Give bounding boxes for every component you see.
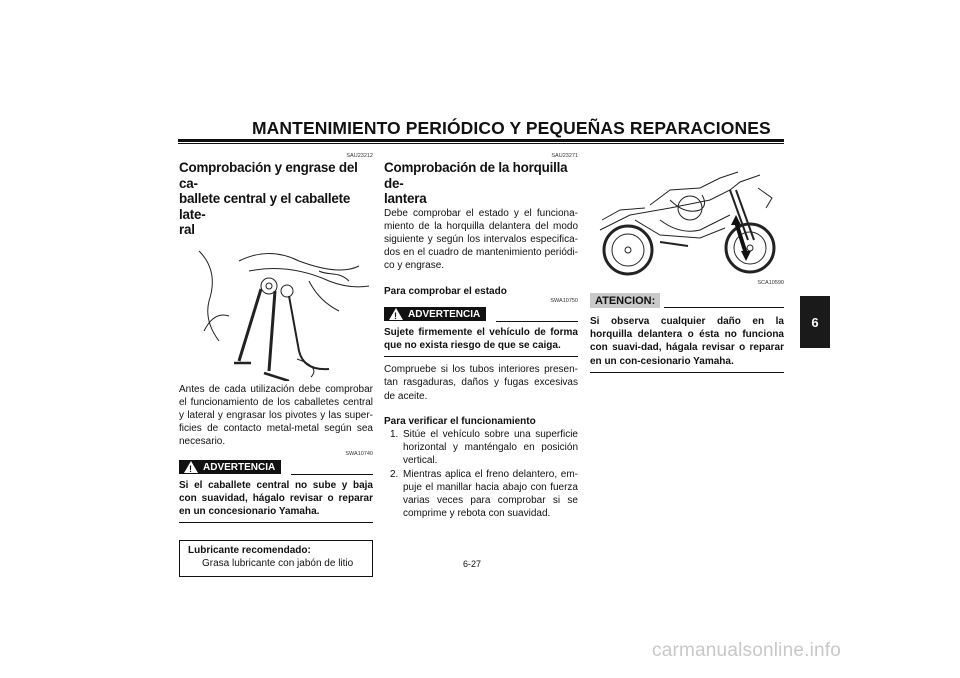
header-rule — [178, 139, 784, 142]
caution-text: Si observa cualquier daño en la horquilla delantera o ésta no funciona con suavi-dad, hágala revisar o reparar en un con-cesionario Yamaha. — [590, 316, 784, 367]
header-rule-thin — [178, 143, 784, 144]
warning-label: ! ADVERTENCIA — [179, 460, 281, 474]
warning-label: ! ADVERTENCIA — [384, 307, 486, 321]
warning-header — [384, 305, 578, 323]
warning-header — [179, 458, 373, 476]
warning-triangle-icon — [184, 461, 198, 473]
section-body-2: Compruebe si los tubos interiores presen-tan rasgaduras, daños y fugas excesivas de aceite. — [384, 364, 578, 402]
section-code: SAU23212 — [346, 153, 373, 159]
motorcycle-image — [590, 160, 784, 280]
watermark: carmanualsonline.info — [652, 640, 842, 661]
subheading-operation: Para verificar el funcionamiento — [384, 415, 536, 427]
section-code: SAU23271 — [551, 153, 578, 159]
warning-rule — [291, 474, 373, 475]
subheading-condition: Para comprobar el estado — [384, 285, 507, 297]
list-item: 2. Mientras aplica el freno delantero, em-puje el manillar hacia abajo con fuerza varias veces para comprobar si se comprime y rebota con suavidad. — [390, 468, 578, 520]
page-number: 6-27 — [463, 559, 482, 569]
section-body: Antes de cada utilización debe comprobar el funcionamiento de los caballetes central y lateral y engrasar los pivotes y las super-ficies de contacto metal-metal según sea necesario. — [179, 383, 373, 448]
list-item: 1. Sitúe el vehículo sobre una superficie horizontal y manténgalo en posición vertical. — [390, 428, 578, 467]
page-header-title: MANTENIMIENTO PERIÓDICO Y PEQUEÑAS REPARACIONES — [252, 118, 771, 138]
left-column — [179, 153, 373, 577]
section-heading: Comprobación de la horquilla de- lantera — [384, 160, 568, 206]
warning-triangle-icon — [389, 308, 403, 320]
warning-end-rule — [179, 522, 373, 523]
caution-rule — [664, 307, 784, 308]
figure-code: SCA10590 — [757, 280, 784, 286]
warning-code: SWA10750 — [550, 297, 578, 304]
lubricant-box — [179, 540, 373, 577]
chapter-tab: 6 — [800, 296, 830, 348]
caution-label: ATENCION: — [590, 293, 660, 308]
warning-end-rule — [384, 356, 578, 357]
stand-illustration — [179, 241, 373, 381]
right-column — [590, 160, 784, 373]
section-heading: Comprobación y engrase del ca- ballete central y el caballete late- ral — [179, 160, 358, 237]
warning-text: Si el caballete central no sube y baja con suavidad, hágalo revisar o reparar en un concesionario Yamaha. — [179, 479, 373, 517]
lubricant-value: Grasa lubricante con jabón de litio — [202, 558, 354, 570]
motorcycle-illustration — [590, 160, 784, 280]
lubricant-title: Lubricante recomendado: — [188, 545, 311, 557]
center-stand-image — [179, 241, 373, 381]
warning-rule — [496, 321, 578, 322]
warning-code: SWA10740 — [345, 450, 373, 457]
middle-column — [384, 153, 578, 520]
steps-list — [384, 428, 578, 520]
caution-end-rule — [590, 372, 784, 373]
warning-text: Sujete firmemente el vehículo de forma que no exista riesgo de que se caiga. — [384, 326, 578, 351]
caution-header — [590, 293, 784, 311]
section-body: Debe comprobar el estado y el funciona-miento de la horquilla delantera del modo siguiente y según los intervalos especifica-dos en el cuadro de mantenimiento periódi-co y engrase. — [384, 207, 578, 272]
